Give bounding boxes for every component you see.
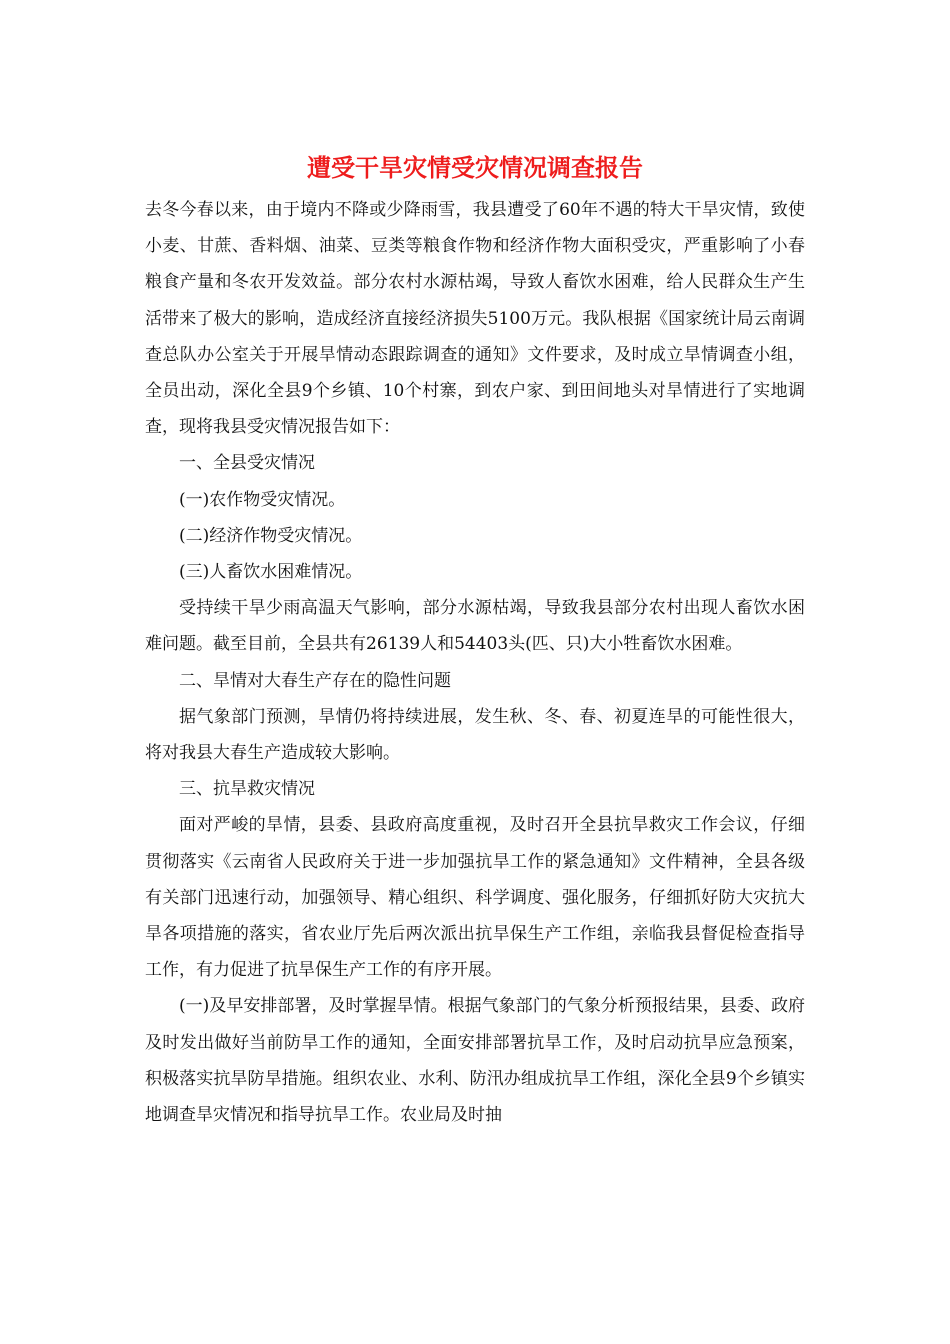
section-heading-2: 二、旱情对大春生产存在的隐性问题 (179, 670, 451, 691)
paragraph-drinking-water: 受持续干旱少雨高温天气影响，部分水源枯竭，导致我县部分农村出现人畜饮水困难问题。截至目前，全县共有26139人和54403头(匹、只)大小牲畜饮水困难。 (145, 598, 805, 655)
subheading-crops: (一)农作物受灾情况。 (179, 489, 346, 510)
section-heading-3: 三、抗旱救灾情况 (179, 779, 315, 800)
paragraph-relief: 面对严峻的旱情，县委、县政府高度重视，及时召开全县抗旱救灾工作会议，仔细贯彻落实《云南省人民政府关于进一步加强抗旱工作的紧急通知》文件精神，全县各级有关部门迅速行动，加强领导、精心组织、科学调度、强化服务，仔细抓好防大灾抗大旱各项措施的落实，省农业厅先后两次派出抗旱保生产工作组，亲临我县督促检查指导工作，有力促进了抗旱保生产工作的有序开展。 (145, 815, 805, 981)
paragraph-forecast: 据气象部门预测，旱情仍将持续进展，发生秋、冬、春、初夏连旱的可能性很大，将对我县大春生产造成较大影响。 (145, 706, 805, 764)
paragraph-deployment: (一)及早安排部署，及时掌握旱情。根据气象部门的气象分析预报结果，县委、政府及时发出做好当前防旱工作的通知，全面安排部署抗旱工作，及时启动抗旱应急预案，积极落实抗旱防旱措施。组织农业、水利、防汛办组成抗旱工作组，深化全县9个乡镇实地调查旱灾情况和指导抗旱工作。农业局及时抽 (145, 996, 805, 1126)
section-heading-1: 一、全县受灾情况 (179, 453, 315, 474)
subheading-drinking-water: (三)人畜饮水困难情况。 (179, 562, 363, 583)
document-title: 遭受干旱灾情受灾情况调查报告 (307, 153, 643, 182)
subheading-economic-crops: (二)经济作物受灾情况。 (179, 525, 363, 546)
paragraph-intro: 去冬今春以来，由于境内不降或少降雨雪，我县遭受了60年不遇的特大干旱灾情，致使小麦、甘蔗、香料烟、油菜、豆类等粮食作物和经济作物大面积受灾，严重影响了小春粮食产量和冬农开发效益。部分农村水源枯竭，导致人畜饮水困难，给人民群众生产生活带来了极大的影响，造成经济直接经济损失5100万元。我队根据《国家统计局云南调查总队办公室关于开展旱情动态跟踪调查的通知》文件要求，及时成立旱情调查小组，全员出动，深化全县9个乡镇、10个村寨，到农户家、到田间地头对旱情进行了实地调查，现将我县受灾情况报告如下： (145, 200, 805, 438)
document-body (145, 192, 805, 1133)
